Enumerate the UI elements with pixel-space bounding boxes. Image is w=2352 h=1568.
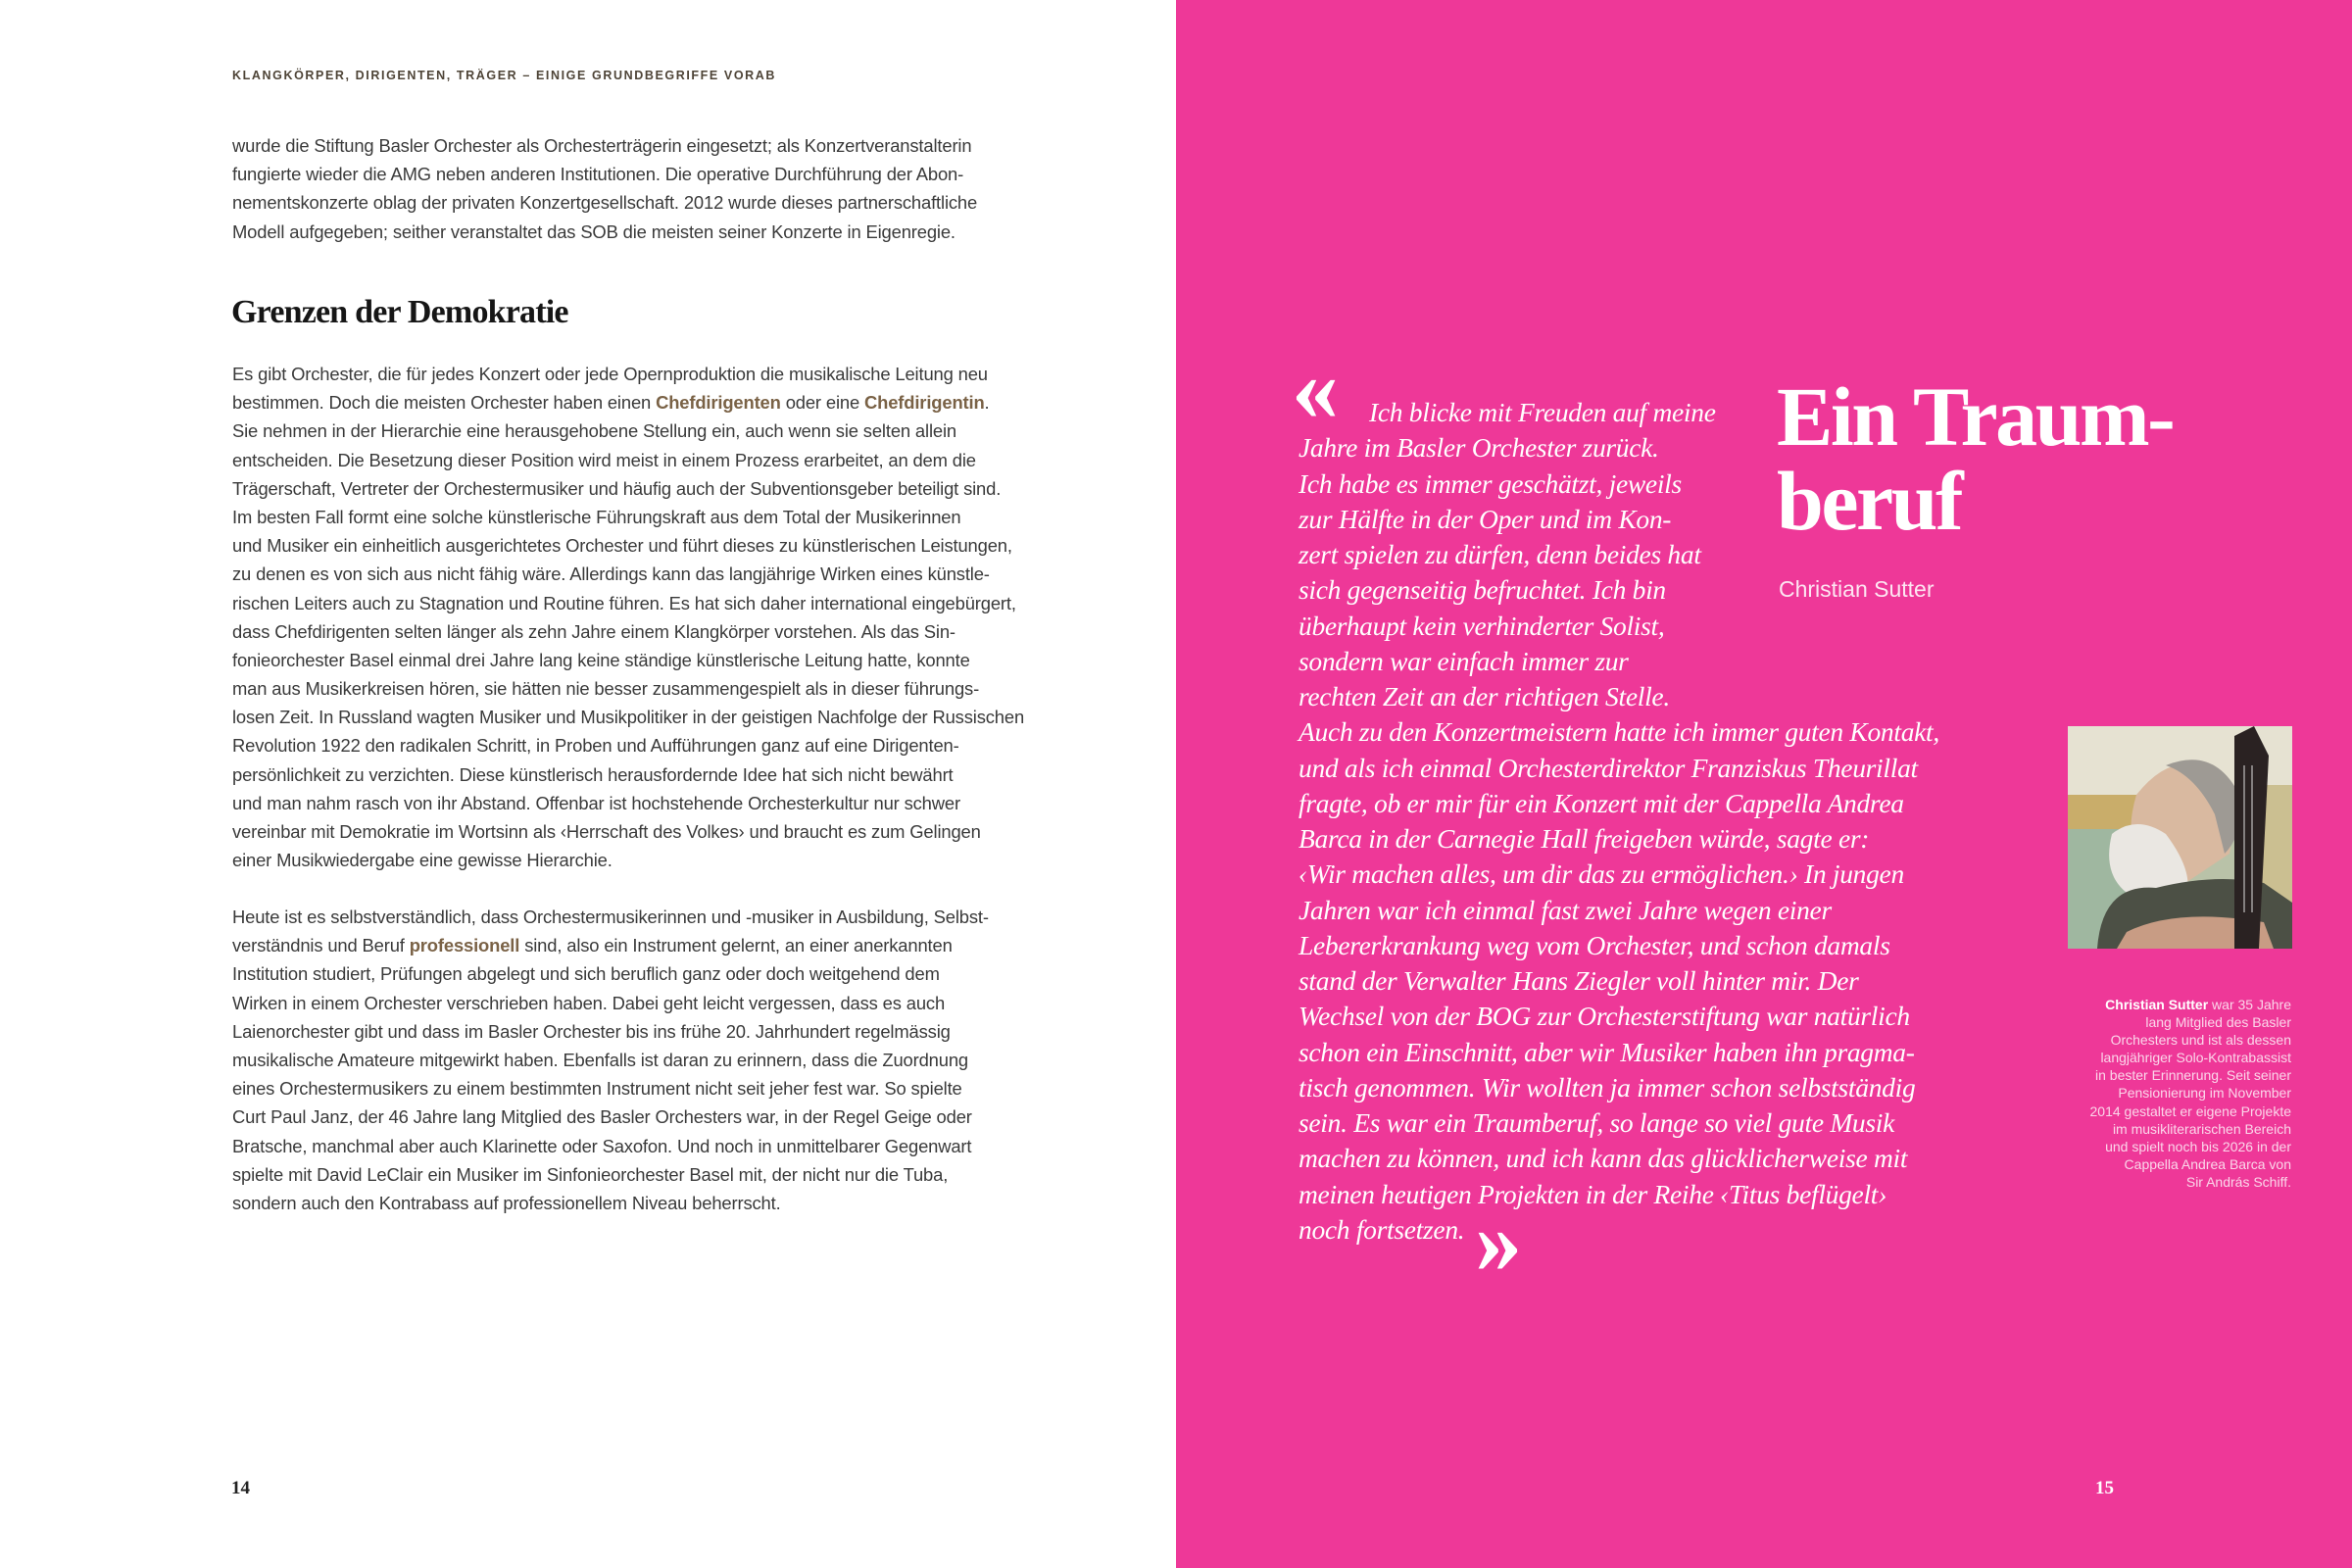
text-line: eines Orchestermusikers zu einem bestimmten Instrument nicht seit jeher fest war. So spielte	[232, 1078, 962, 1100]
text-line: Jahre im Basler Orchester zurück.	[1298, 432, 1659, 464]
text-line: musikalische Amateure mitgewirkt haben. Ebenfalls ist daran zu erinnern, dass die Zuordnung	[232, 1049, 968, 1070]
text-line: Wirken in einem Orchester verschrieben haben. Dabei geht leicht vergessen, dass es auch	[232, 992, 946, 1013]
text-run: war 35 Jahre	[2208, 997, 2291, 1012]
paragraph-1	[232, 131, 977, 246]
text-line: noch fortsetzen.	[1298, 1213, 1465, 1245]
portrait-photo	[2068, 726, 2292, 949]
text-line: machen zu können, und ich kann das glücklicherweise mit	[1298, 1143, 1908, 1174]
text-line: 2014 gestaltet er eigene Projekte	[2089, 1102, 2291, 1119]
page-number-left: 14	[231, 1478, 250, 1498]
text-line: Curt Paul Janz, der 46 Jahre lang Mitglied des Basler Orchesters war, in der Regel Geige oder	[232, 1106, 972, 1128]
running-head: KLANGKÖRPER, DIRIGENTEN, TRÄGER – EINIGE GRUNDBEGRIFFE VORAB	[232, 69, 777, 82]
text-line: vereinbar mit Demokratie im Wortsinn als ‹Herrschaft des Volkes› und braucht es zum Gelingen	[232, 821, 981, 842]
text-line: überhaupt kein verhinderter Solist,	[1298, 610, 1665, 641]
text-line	[232, 388, 1024, 416]
text-line: im musikliterarischen Bereich	[2112, 1120, 2291, 1137]
text-line: und man nahm rasch von ihr Abstand. Offenbar ist hochstehende Orchesterkultur nur schwer	[232, 792, 960, 813]
text-line: zu denen es von sich aus nicht fähig wäre. Allerdings kann das langjährige Wirken eines künstle-	[232, 564, 990, 585]
text-line: fungierte wieder die AMG neben anderen Institutionen. Die operative Durchführung der Abon-	[232, 164, 964, 185]
emphasized-term: professionell	[409, 935, 520, 956]
text-run: .	[984, 392, 990, 414]
photo-caption	[2090, 996, 2291, 1191]
text-line: Laienorchester gibt und dass im Basler Orchester bis ins frühe 20. Jahrhundert regelmässig	[232, 1020, 951, 1042]
text-line: rechten Zeit an der richtigen Stelle.	[1298, 681, 1670, 711]
text-line: Sir András Schiff.	[2185, 1173, 2291, 1190]
text-run: oder eine	[780, 392, 864, 414]
text-line: Wechsel von der BOG zur Orchesterstiftung war natürlich	[1298, 1001, 1910, 1032]
paragraph-2	[232, 360, 1024, 874]
emphasized-term: Chefdirigentin	[864, 392, 985, 414]
text-line: zur Hälfte in der Oper und im Kon-	[1298, 503, 1672, 534]
text-run: sind, also ein Instrument gelernt, an einer anerkannten	[519, 935, 953, 956]
feature-title	[1777, 369, 2174, 548]
text-line: zert spielen zu dürfen, denn beides hat	[1298, 539, 1701, 569]
text-line: meinen heutigen Projekten in der Reihe ‹Titus beflügelt›	[1298, 1178, 1887, 1209]
emphasized-term: Chefdirigenten	[656, 392, 781, 414]
text-line: Pensionierung im November	[2118, 1085, 2291, 1102]
text-line: Revolution 1922 den radikalen Schritt, in Proben und Aufführungen ganz auf eine Dirigenten-	[232, 735, 959, 757]
text-line: Barca in der Carnegie Hall freigeben würde, sagte er:	[1298, 823, 1870, 854]
text-line: Lebererkrankung weg vom Orchester, und schon damals	[1298, 929, 1890, 960]
text-run: verständnis und Beruf	[232, 935, 410, 956]
text-line: Bratsche, manchmal aber auch Klarinette oder Saxofon. Und noch in unmittelbarer Gegenwart	[232, 1135, 972, 1156]
text-line: Ich blicke mit Freuden auf meine	[1369, 397, 1716, 427]
close-quote-mark: »	[1475, 1188, 1508, 1293]
text-line: und spielt noch bis 2026 in der	[2105, 1138, 2291, 1154]
text-line: Auch zu den Konzertmeistern hatte ich immer guten Kontakt,	[1298, 716, 1939, 748]
text-line	[2090, 996, 2291, 1013]
text-line: Ich habe es immer geschätzt, jeweils	[1298, 467, 1682, 499]
text-line: Ein Traum-	[1777, 369, 2174, 464]
text-line: und als ich einmal Orchesterdirektor Franziskus Theurillat	[1298, 752, 1918, 783]
text-line: einer Musikwiedergabe eine gewisse Hierarchie.	[232, 850, 612, 871]
text-line: Orchesters und ist als dessen	[2110, 1032, 2291, 1049]
text-line: und Musiker ein einheitlich ausgerichtetes Orchester und führt dieses zu künstlerischen Leistungen,	[232, 535, 1012, 557]
open-quote-mark: «	[1292, 335, 1325, 440]
text-line: Heute ist es selbstverständlich, dass Orchestermusikerinnen und -musiker in Ausbildung, Selbst-	[232, 906, 989, 927]
text-line: Im besten Fall formt eine solche künstlerische Führungskraft aus dem Total der Musikerinnen	[232, 506, 961, 527]
text-line: persönlichkeit zu verzichten. Diese künstlerisch herausfordernde Idee hat sich nicht bewährt	[232, 763, 954, 785]
text-line: tisch genommen. Wir wollten ja immer schon selbstständig	[1298, 1071, 1916, 1102]
text-line: nementskonzerte oblag der privaten Konzertgesellschaft. 2012 wurde dieses partnerschaftliche	[232, 192, 978, 214]
text-line: Institution studiert, Prüfungen abgelegt und sich beruflich ganz oder doch weitgehend dem	[232, 963, 940, 985]
text-line: stand der Verwalter Hans Ziegler voll hinter mir. Der	[1298, 965, 1859, 996]
text-line: wurde die Stiftung Basler Orchester als Orchesterträgerin eingesetzt; als Konzertveranstalterin	[232, 135, 972, 156]
text-line: fonieorchester Basel einmal drei Jahre lang keine ständige künstlerische Leitung hatte, konnte	[232, 649, 970, 670]
text-line: in bester Erinnerung. Seit seiner	[2095, 1067, 2291, 1084]
text-line: Es gibt Orchester, die für jedes Konzert oder jede Opernproduktion die musikalische Leitung neu	[232, 364, 988, 384]
text-line: sein. Es war ein Traumberuf, so lange so viel gute Musik	[1298, 1107, 1895, 1138]
text-line: ‹Wir machen alles, um dir das zu ermöglichen.› In jungen	[1298, 858, 1904, 890]
text-line: Cappella Andrea Barca von	[2124, 1155, 2291, 1172]
text-line: fragte, ob er mir für ein Konzert mit der Cappella Andrea	[1298, 787, 1904, 818]
text-line: schon ein Einschnitt, aber wir Musiker haben ihn pragma-	[1298, 1036, 1915, 1067]
text-run: bestimmen. Doch die meisten Orchester haben einen	[232, 392, 657, 414]
text-line: spielte mit David LeClair ein Musiker im Sinfonieorchester Basel mit, der nicht nur die Tuba,	[232, 1163, 949, 1185]
text-line: Jahren war ich einmal fast zwei Jahre wegen einer	[1298, 894, 1832, 925]
paragraph-3	[232, 903, 989, 1217]
text-line: langjähriger Solo-Kontrabassist	[2100, 1050, 2291, 1066]
text-line: lang Mitglied des Basler	[2145, 1014, 2291, 1031]
text-line: Modell aufgegeben; seither veranstaltet das SOB die meisten seiner Konzerte in Eigenregie.	[232, 220, 956, 242]
author-name: Christian Sutter	[1779, 576, 1935, 602]
emphasized-term: Christian Sutter	[2105, 997, 2209, 1012]
text-line: Sie nehmen in der Hierarchie eine herausgehobene Stellung ein, auch wenn sie selten allein	[232, 420, 956, 442]
text-line: rischen Leiters auch zu Stagnation und Routine führen. Es hat sich daher international eingebürgert,	[232, 592, 1016, 613]
section-heading: Grenzen der Demokratie	[231, 294, 568, 330]
text-line: sondern war einfach immer zur	[1298, 645, 1629, 676]
text-line: Trägerschaft, Vertreter der Orchestermusiker und häufig auch der Subventionsgeber beteiligt sind.	[232, 477, 1002, 499]
text-line: man aus Musikerkreisen hören, sie hätten nie besser zusammengespielt als in dieser führungs-	[232, 678, 980, 700]
text-line: beruf	[1777, 454, 1962, 548]
text-line: dass Chefdirigenten selten länger als zehn Jahre einem Klangkörper vorstehen. Als das Sin-	[232, 620, 956, 642]
page-number-right: 15	[2095, 1478, 2114, 1498]
text-line: losen Zeit. In Russland wagten Musiker und Musikpolitiker in der geistigen Nachfolge der Russischen	[232, 707, 1025, 728]
text-line: sondern auch den Kontrabass auf professionellem Niveau beherrscht.	[232, 1192, 781, 1213]
text-line: sich gegenseitig befruchtet. Ich bin	[1298, 574, 1666, 606]
text-line: entscheiden. Die Besetzung dieser Position wird meist in einem Prozess erarbeitet, an dem die	[232, 449, 976, 470]
text-line	[232, 931, 989, 959]
